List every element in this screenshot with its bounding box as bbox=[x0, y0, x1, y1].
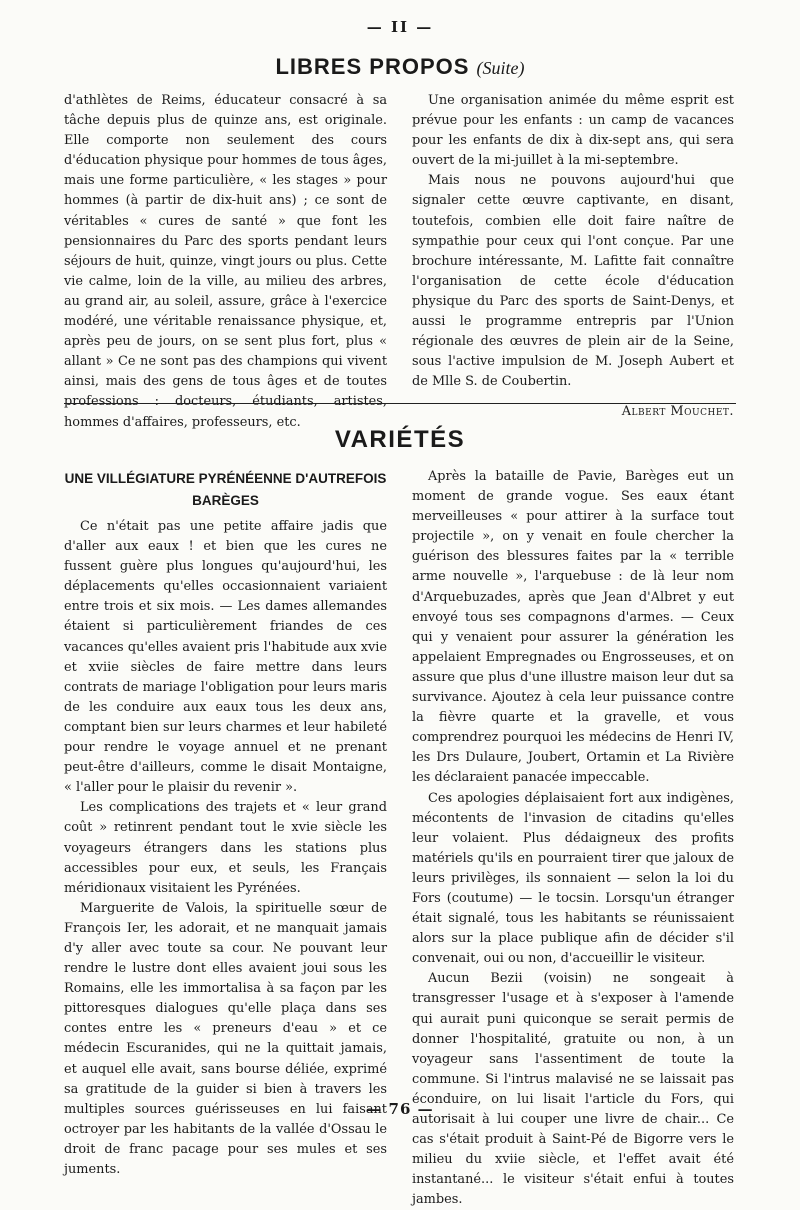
libres-propos-right-column bbox=[412, 91, 734, 423]
section-divider bbox=[64, 403, 736, 404]
paragraph: Ce n'était pas une petite affaire jadis que d'aller aux eaux ! et bien que les cures ne fussent guère plus longues qu'aujourd'hui, les déplacements qu'elles occasionnaient variaient entre trois et six mois. — Les dames allemandes étaient si particulièrement friandes de ces vacances qu'elles avaient pris l'habitude aux xvie et xviie siècles de faire mettre dans leurs contrats de mariage l'obligation pour leurs maris de les conduire aux eaux tous les deux ans, comptant bien sur leurs charmes et leur habileté pour rendre le voyage annuel et ne prenant peut-être d'ailleurs, comme le disait Montaigne, « l'aller pour le plaisir du revenir ». bbox=[64, 519, 387, 796]
libres-propos-left-column bbox=[64, 91, 387, 433]
running-page-mark: — II — bbox=[366, 18, 434, 36]
paragraph: Une organisation animée du même esprit est prévue pour les enfants : un camp de vacances pour les enfants de dix à dix-sept ans, qui sera ouvert de la mi-juillet à la mi-septembre. bbox=[412, 93, 734, 169]
article-title-line: UNE VILLÉGIATURE PYRÉNÉENNE D'AUTREFOIS bbox=[64, 471, 387, 486]
paragraph: Marguerite de Valois, la spirituelle sœur de François Ier, les adorait, et ne manquait jamais d'y aller avec toute sa cour. Ne pouvant leur rendre le lustre dont elles avaient joui sous les Romains, elle les immortalisa à sa façon par les pittoresques dialogues qu'elle plaça dans ses contes entre les « preneurs d'eau » et ce médecin Escuranides, qui ne la quittait jamais, et auquel elle avait, sans bourse déliée, exprimé sa gratitude de la guider si bien à travers les multiples sources guérisseuses en lui faisant octroyer par les habitants de la vallée d'Ossau le droit de franc pacage pour ses mules et ses juments. bbox=[64, 900, 387, 1177]
page-title bbox=[0, 54, 800, 80]
article-subtitle: BARÈGES bbox=[192, 493, 259, 508]
article-title bbox=[64, 468, 387, 512]
paragraph: d'athlètes de Reims, éducateur consacré à sa tâche depuis plus de quinze ans, est originale. Elle comporte non seulement des cours d'éducation physique pour hommes de tous âges, mais une forme particulière, « les stages » pour hommes (à partir de dix-huit ans) ; ce sont de véritables « cures de santé » que font les pensionnaires du Parc des sports pendant leurs séjours de huit, quinze, vingt jours ou plus. Cette vie calme, loin de la ville, au milieu des arbres, au grand air, au soleil, assure, grâce à l'exercice modéré, une véritable renaissance physique, et, après peu de jours, on se sent plus fort, plus « allant » Ce ne sont pas des champions qui vivent ainsi, mais des gens de tous âges et de toutes professions : docteurs, étudiants, artistes, hommes d'affaires, professeurs, etc. bbox=[64, 93, 387, 430]
varietes-left-column bbox=[64, 517, 387, 1180]
title-text: LIBRES PROPOS bbox=[275, 54, 470, 79]
paragraph: Les complications des trajets et « leur grand coût » retinrent pendant tout le xvie siècle les voyageurs étrangers dans les stations plus accessibles pour eux, et seuls, les Français méridionaux visitaient les Pyrénées. bbox=[64, 800, 387, 896]
paragraph: Mais nous ne pouvons aujourd'hui que signaler cette œuvre captivante, en disant, toutefois, combien elle doit faire naître de sympathie pour ceux qui l'ont conçue. Par une brochure intéressante, M. Lafitte fait connaître l'organisation de cette école d'éducation physique du Parc des sports de Saint-Denys, et aussi le programme entrepris par l'Union régionale des œuvres de plein air de la Seine, sous l'active impulsion de M. Joseph Aubert et de Mlle S. de Coubertin. bbox=[412, 173, 734, 390]
paragraph: Aucun Bezii (voisin) ne songeait à transgresser l'usage et à s'exposer à l'amende qui aurait puni quiconque se serait permis de donner l'hospitalité, gratuite ou non, à un voyageur sans l'assentiment de toute la commune. Si l'intrus malavisé ne se laissait pas éconduire, on lui lisait l'article du Fors, qui autorisait à lui couper une livre de chair... Ce cas s'était produit à Saint-Pé de Bigorre vers le milieu du xviie siècle, et l'effet avait été instantané... le visiteur s'était enfui à toutes jambes. bbox=[412, 971, 734, 1208]
paragraph: Après la bataille de Pavie, Barèges eut un moment de grande vogue. Ses eaux étant merveilleuses « pour attirer à la surface tout projectile », on y venait en foule chercher la guérison des blessures faites par la « terrible arme nouvelle », l'arquebuse : de là leur nom d'Arquebuzades, après que Jean d'Albret y eut envoyé tous ses compagnons d'armes. — Ceux qui y venaient pour assurer la génération les appelaient Empregnades ou Engrosseuses, et on assure que plus d'une illustre maison leur dut sa survivance. Ajoutez à cela leur puissance contre la fièvre quarte et la gravelle, et vous comprendrez pourquoi les médecins de Henri IV, les Drs Dulaure, Joubert, Ortamin et La Rivière les déclaraient panacée impeccable. bbox=[412, 469, 734, 786]
title-suffix: (Suite) bbox=[476, 58, 525, 78]
paragraph: Ces apologies déplaisaient fort aux indigènes, mécontents de l'invasion de citadins qu'elles leur volaient. Plus dédaigneux des profits matériels qu'ils en pourraient tirer que jaloux de leurs privilèges, ils sonnaient — selon la loi du Fors (coutume) — le tocsin. Lorsqu'un étranger était signalé, tous les habitants se réunissaient alors sur la place publique afin de décider s'il convenait, oui ou non, d'accueillir le visiteur. bbox=[412, 790, 734, 967]
page-number: — 76 — bbox=[366, 1100, 434, 1118]
author-signature: Albert Mouchet. bbox=[621, 404, 734, 420]
section-title: VARIÉTÉS bbox=[334, 426, 466, 453]
varietes-right-column bbox=[412, 467, 734, 1210]
